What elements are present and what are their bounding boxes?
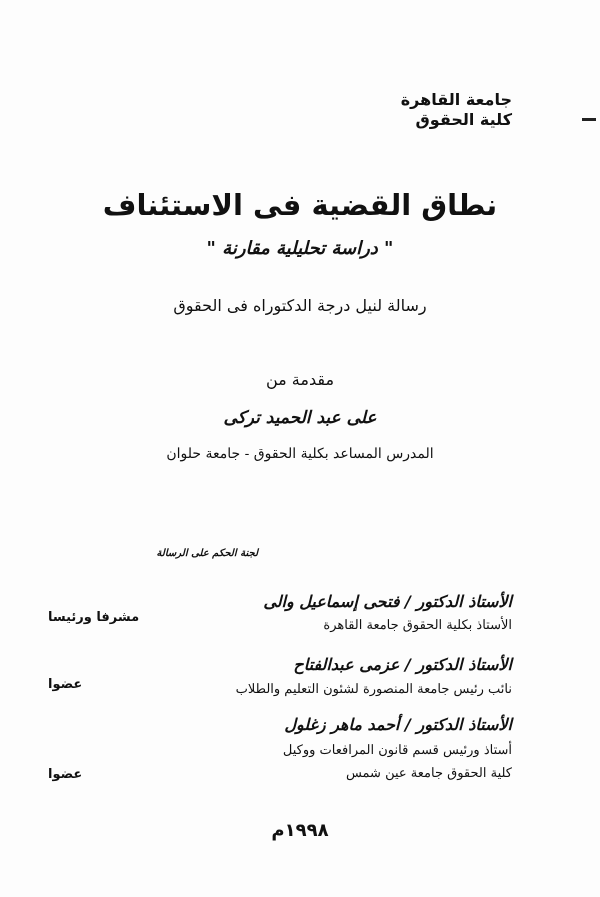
thesis-subtitle: " دراسة تحليلية مقارنة " xyxy=(206,238,394,259)
presented-by-label: مقدمة من xyxy=(265,370,335,389)
thesis-purpose: رسالة لنيل درجة الدكتوراه فى الحقوق xyxy=(173,296,427,315)
committee-member-name: الأستاذ الدكتور / عزمى عبدالفتاح xyxy=(293,655,512,674)
committee-member-role: مشرفا ورئيسا xyxy=(48,610,140,625)
committee-heading: لجنة الحكم على الرسالة xyxy=(156,548,258,559)
thesis-year: ١٩٩٨م xyxy=(271,820,329,841)
committee-member-position: كلية الحقوق جامعة عين شمس xyxy=(345,766,512,781)
thesis-title: نطاق القضية فى الاستئناف xyxy=(102,188,498,222)
committee-member-name: الأستاذ الدكتور / فتحى إسماعيل والى xyxy=(263,592,512,611)
committee-member-position: أستاذ ورئيس قسم قانون المرافعات ووكيل xyxy=(282,743,512,758)
committee-member-position: الأستاذ بكلية الحقوق جامعة القاهرة xyxy=(323,618,512,633)
faculty-name: كلية الحقوق xyxy=(415,110,512,129)
university-name: جامعة القاهرة xyxy=(400,90,512,109)
scan-edge-mark xyxy=(582,118,596,121)
author-position: المدرس المساعد بكلية الحقوق - جامعة حلوان xyxy=(166,446,434,462)
committee-member-role: عضوا xyxy=(48,767,83,782)
committee-member-position: نائب رئيس جامعة المنصورة لشئون التعليم والطلاب xyxy=(235,682,512,697)
committee-member-role: عضوا xyxy=(48,677,83,692)
author-name: على عبد الحميد تركى xyxy=(223,408,377,428)
committee-member-name: الأستاذ الدكتور / أحمد ماهر زغلول xyxy=(284,715,512,734)
